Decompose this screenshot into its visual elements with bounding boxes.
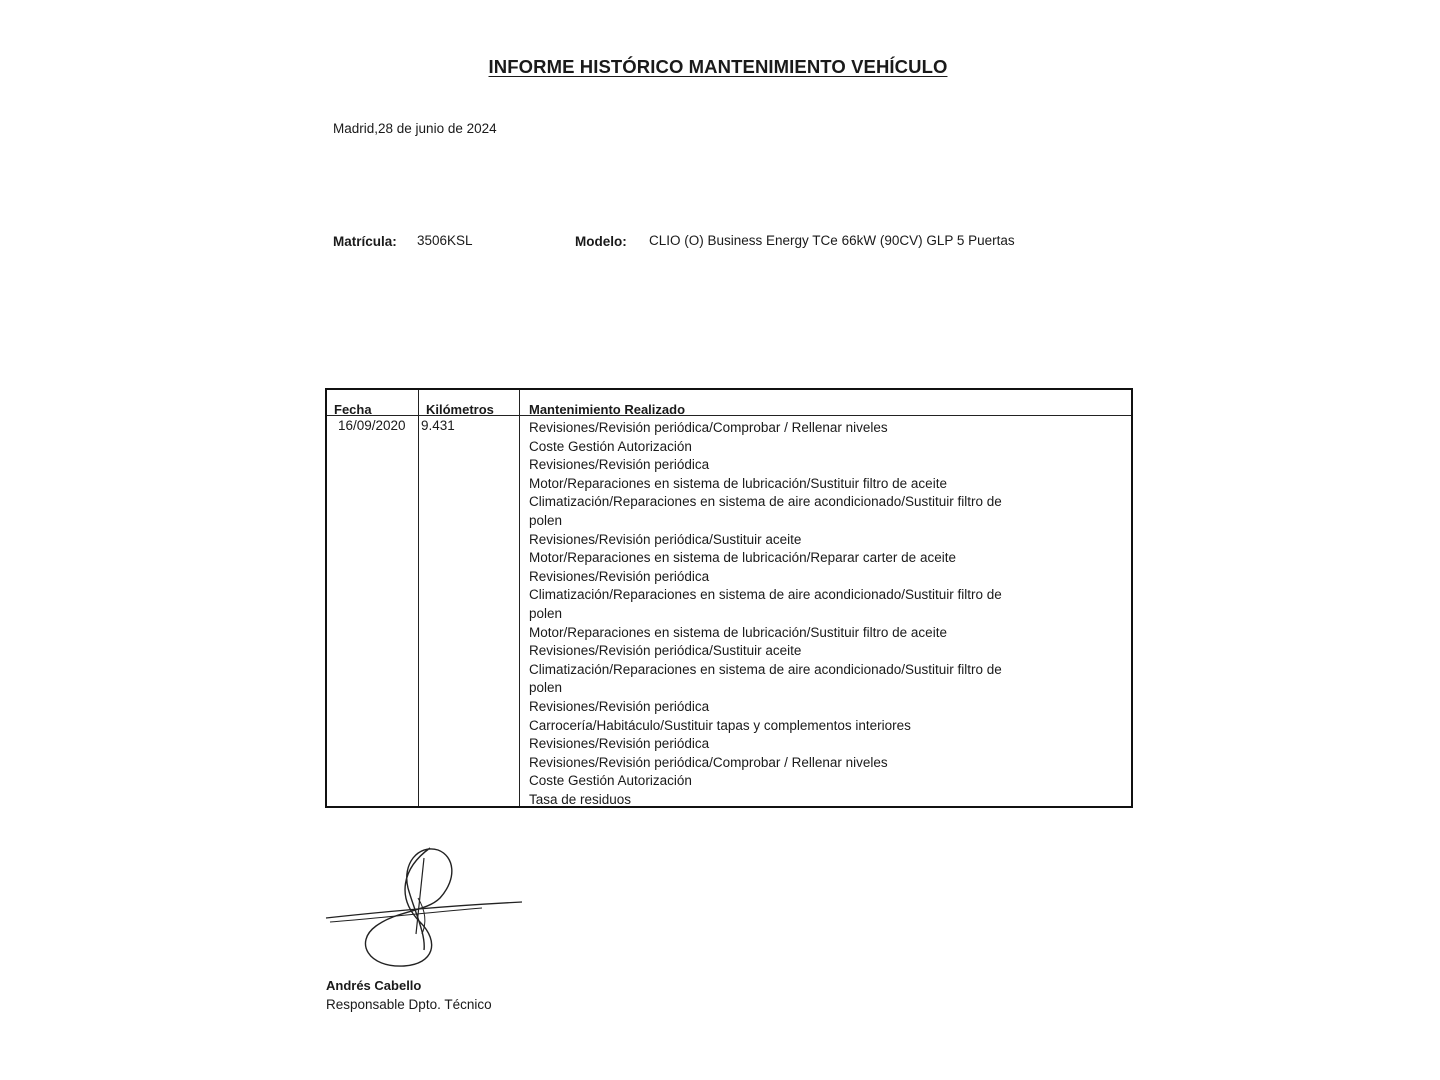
header-maintenance: Mantenimiento Realizado <box>529 402 686 417</box>
list-item: Revisiones/Revisión periódica/Sustituir aceite <box>529 643 802 659</box>
list-item: Motor/Reparaciones en sistema de lubricación/Reparar carter de aceite <box>529 550 956 566</box>
row-date: 16/09/2020 <box>338 418 406 433</box>
model-label: Modelo: <box>575 234 627 249</box>
header-date: Fecha <box>334 402 372 417</box>
list-item: Revisiones/Revisión periódica <box>529 457 710 473</box>
list-item: Climatización/Reparaciones en sistema de aire acondicionado/Sustituir filtro de polen <box>529 661 1002 696</box>
maintenance-list <box>529 419 1029 809</box>
header-km: Kilómetros <box>426 402 494 417</box>
list-item: Carrocería/Habitáculo/Sustituir tapas y complementos interiores <box>529 717 911 733</box>
document-title: INFORME HISTÓRICO MANTENIMIENTO VEHÍCULO <box>488 56 948 77</box>
list-item: Climatización/Reparaciones en sistema de aire acondicionado/Sustituir filtro de polen <box>529 587 1002 621</box>
list-item: Revisiones/Revisión periódica/Comprobar / Rellenar niveles <box>529 420 888 435</box>
plate-value: 3506KSL <box>417 233 473 248</box>
list-item: Motor/Reparaciones en sistema de lubricación/Sustituir filtro de aceite <box>529 475 947 491</box>
list-item: Motor/Reparaciones en sistema de lubricación/Sustituir filtro de aceite <box>529 624 947 640</box>
list-item: Climatización/Reparaciones en sistema de aire acondicionado/Sustituir filtro de polen <box>529 494 1002 528</box>
plate-label: Matrícula: <box>333 234 397 249</box>
model-value: CLIO (O) Business Energy TCe 66kW (90CV) GLP 5 Puertas <box>649 233 1015 248</box>
list-item: Revisiones/Revisión periódica <box>529 736 710 752</box>
list-item: Coste Gestión Autorización <box>529 438 692 454</box>
list-item: Revisiones/Revisión periódica/Sustituir aceite <box>529 531 802 547</box>
list-item: Revisiones/Revisión periódica <box>529 568 710 584</box>
signer-name: Andrés Cabello <box>326 978 422 993</box>
signer-role: Responsable Dpto. Técnico <box>326 997 492 1012</box>
column-divider-km <box>519 390 520 806</box>
list-item: Tasa de residuos <box>529 791 632 807</box>
list-item: Revisiones/Revisión periódica/Comprobar / Rellenar niveles <box>529 754 888 770</box>
column-divider-date <box>418 390 419 806</box>
row-km: 9.431 <box>421 418 455 433</box>
handwritten-signature <box>322 838 526 972</box>
maintenance-table <box>325 388 1133 808</box>
list-item: Revisiones/Revisión periódica <box>529 698 710 714</box>
place-date: Madrid,28 de junio de 2024 <box>333 121 497 136</box>
list-item: Coste Gestión Autorización <box>529 773 692 789</box>
